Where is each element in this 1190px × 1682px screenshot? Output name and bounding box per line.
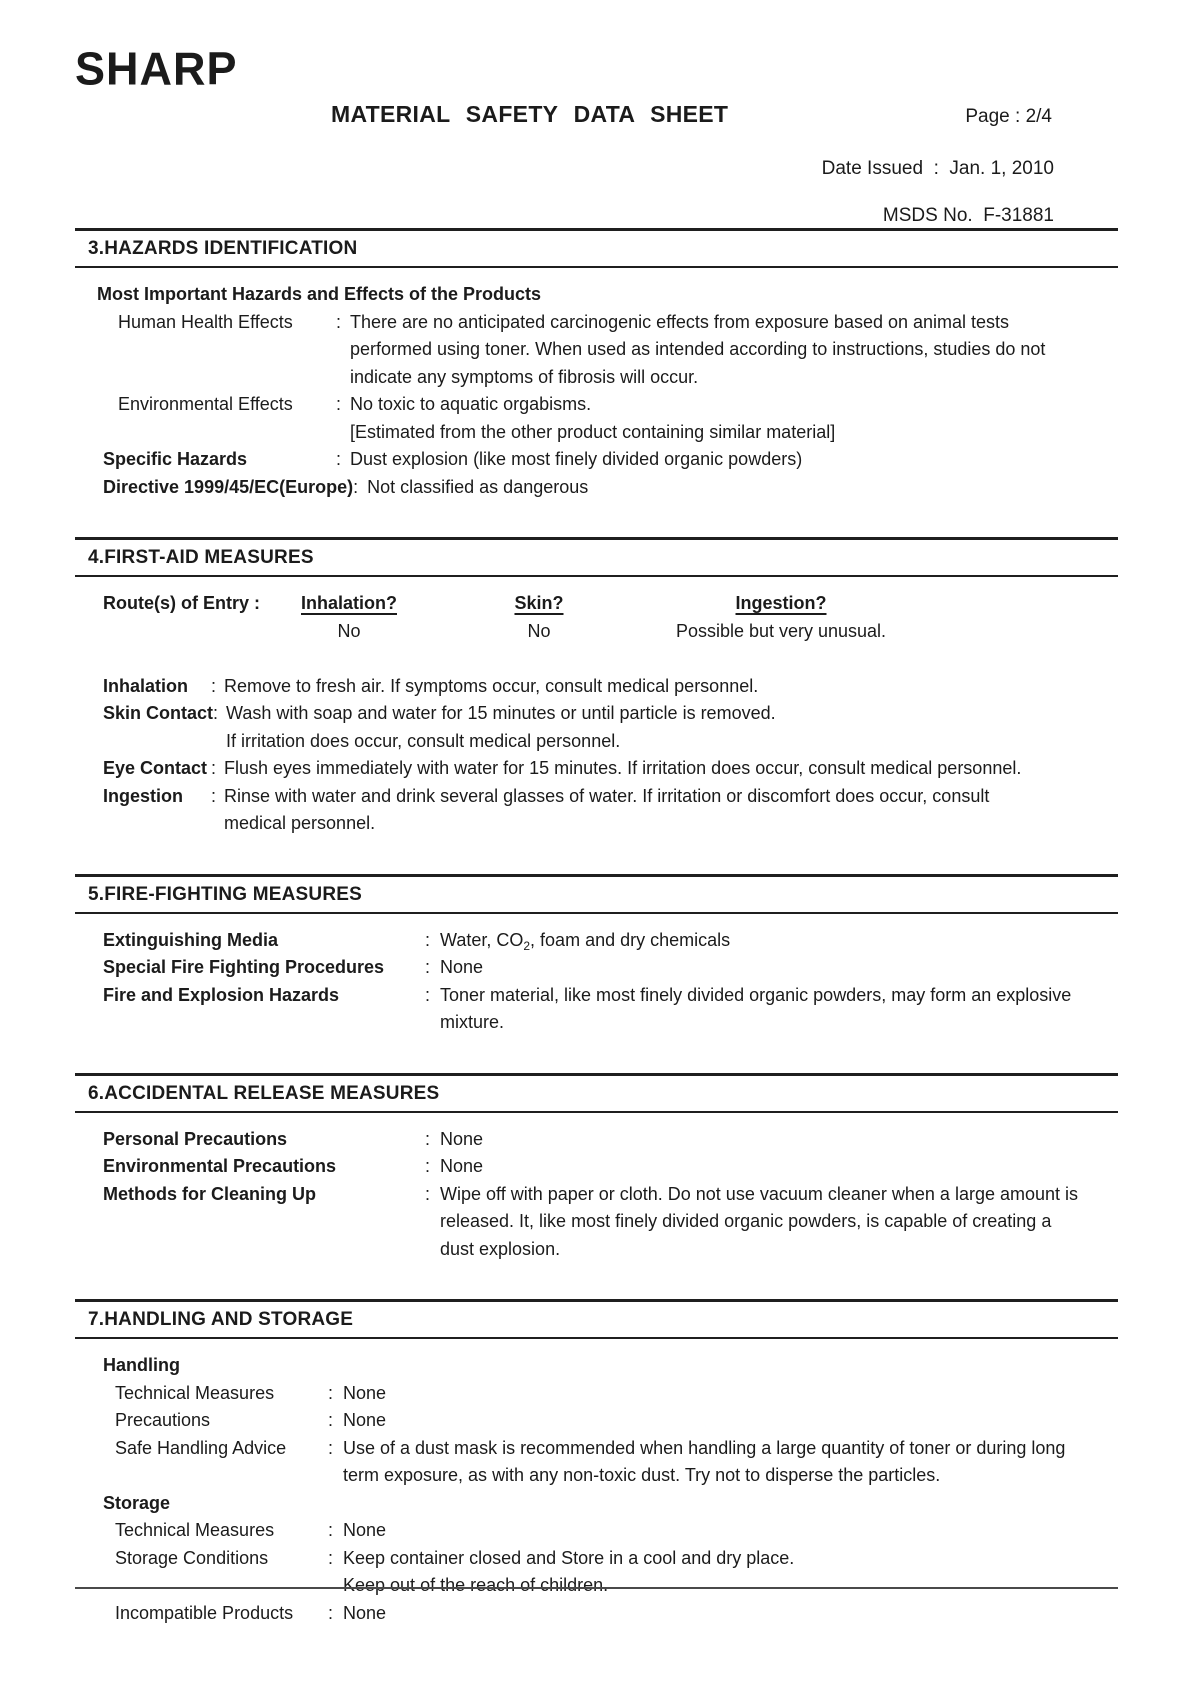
table-row xyxy=(75,783,1118,838)
row-label: Directive 1999/45/EC(Europe) xyxy=(103,476,354,497)
row-label: Precautions xyxy=(115,1410,211,1430)
row-value xyxy=(350,309,1045,392)
table-row xyxy=(75,1153,1118,1181)
section-accidental-release-measures xyxy=(75,1073,1118,1264)
section-first-aid-measures xyxy=(75,537,1118,838)
sharp-logo: SHARP xyxy=(75,42,238,95)
row-label: Special Fire Fighting Procedures xyxy=(103,957,385,977)
page-number: Page : 2/4 xyxy=(965,106,1052,127)
row-label: Technical Measures xyxy=(115,1382,275,1403)
value-line: term exposure, as with any non-toxic dust. Try not to disperse the particles. xyxy=(343,1465,941,1485)
header xyxy=(75,42,1118,228)
table-row xyxy=(75,391,1118,446)
route-head-skin: Skin? xyxy=(514,593,564,613)
value-line: medical personnel. xyxy=(224,813,376,833)
row-value xyxy=(440,1181,1078,1264)
colon: : xyxy=(425,1156,431,1176)
date-issued: Date Issued : Jan. 1, 2010 xyxy=(821,158,1054,179)
row-value xyxy=(343,1380,386,1408)
row-value xyxy=(343,1517,386,1545)
row-value xyxy=(440,927,730,955)
table-row xyxy=(75,1181,1118,1264)
value-line: indicate any symptoms of fibrosis will occur. xyxy=(350,366,699,387)
row-label: Safe Handling Advice xyxy=(115,1437,287,1458)
colon: : xyxy=(425,1128,431,1149)
colon: : xyxy=(328,1520,334,1540)
row-value xyxy=(440,982,1071,1037)
row-label: Skin Contact xyxy=(103,703,214,723)
row-label: Environmental Effects xyxy=(118,394,293,414)
row-value xyxy=(343,1435,1065,1490)
value-line xyxy=(440,927,730,955)
section-body xyxy=(75,914,1118,1037)
co2-subscript: 2 xyxy=(523,938,531,953)
row-label: Fire and Explosion Hazards xyxy=(103,984,340,1005)
section-body xyxy=(75,1339,1118,1627)
row-value xyxy=(440,1126,483,1154)
row-value xyxy=(343,1545,794,1600)
value-line: Rinse with water and drink several glasses of water. If irritation or discomfort does occur, consult xyxy=(224,785,990,806)
value-line: Flush eyes immediately with water for 15 minutes. If irritation does occur, consult medical personnel. xyxy=(224,758,1022,778)
value-line: Wipe off with paper or cloth. Do not use vacuum cleaner when a large amount is xyxy=(440,1183,1079,1204)
value-line: None xyxy=(343,1520,387,1540)
value-line: performed using toner. When used as intended according to instructions, studies do not xyxy=(350,339,1046,359)
msds-number: MSDS No. F-31881 xyxy=(882,205,1054,226)
value-line: None xyxy=(343,1410,387,1430)
value-line: No toxic to aquatic orgabisms. xyxy=(350,394,592,414)
route-head-inhalation: Inhalation? xyxy=(301,593,397,613)
row-label: Environmental Precautions xyxy=(103,1156,337,1176)
value-line: dust explosion. xyxy=(440,1238,561,1259)
value-line: None xyxy=(440,1156,484,1176)
row-label: Inhalation xyxy=(103,675,188,696)
table-row xyxy=(75,1407,1118,1435)
routes-label: Route(s) of Entry : xyxy=(103,593,260,613)
section-title: 6.ACCIDENTAL RELEASE MEASURES xyxy=(75,1073,1118,1113)
table-row xyxy=(75,700,1118,755)
colon: : xyxy=(336,449,342,469)
row-label: Human Health Effects xyxy=(118,311,293,332)
table-row xyxy=(75,982,1118,1037)
section-title: 5.FIRE-FIGHTING MEASURES xyxy=(75,874,1118,914)
row-value xyxy=(226,700,776,755)
row-value xyxy=(224,783,989,838)
colon: : xyxy=(328,1602,334,1623)
value-text: Water, CO xyxy=(440,929,524,950)
row-value xyxy=(350,391,835,446)
row-label: Specific Hazards xyxy=(103,449,248,469)
colon: : xyxy=(336,311,342,332)
colon: : xyxy=(211,675,217,696)
colon: : xyxy=(425,1183,431,1204)
row-label: Incompatible Products xyxy=(115,1602,294,1623)
table-row xyxy=(75,446,1118,474)
route-head-ingestion: Ingestion? xyxy=(735,593,827,613)
route-value-skin: No xyxy=(527,620,551,641)
row-label: Technical Measures xyxy=(115,1520,275,1540)
table-row xyxy=(75,673,1118,701)
colon: : xyxy=(425,984,431,1005)
value-line: Use of a dust mask is recommended when handling a large quantity of toner or during long xyxy=(343,1437,1066,1458)
section-title: 3.HAZARDS IDENTIFICATION xyxy=(75,228,1118,268)
row-value xyxy=(367,474,588,502)
value-line: [Estimated from the other product containing similar material] xyxy=(350,421,836,442)
value-line: None xyxy=(440,1128,484,1149)
value-text: , foam and dry chemicals xyxy=(530,929,731,950)
section-body xyxy=(75,1113,1118,1264)
table-row xyxy=(75,1126,1118,1154)
group-heading-handling: Handling xyxy=(103,1355,180,1375)
colon: : xyxy=(328,1547,334,1568)
value-line: Remove to fresh air. If symptoms occur, consult medical personnel. xyxy=(224,675,759,696)
route-value-inhalation: No xyxy=(337,620,361,641)
colon: : xyxy=(211,758,217,778)
section-body xyxy=(75,268,1118,501)
value-line: None xyxy=(343,1602,387,1623)
section-title: 4.FIRST-AID MEASURES xyxy=(75,537,1118,577)
row-label: Eye Contact xyxy=(103,758,208,778)
table-row xyxy=(75,755,1118,783)
table-row xyxy=(75,954,1118,982)
value-line: Not classified as dangerous xyxy=(367,476,589,497)
table-row xyxy=(75,927,1118,955)
table-row xyxy=(75,1380,1118,1408)
row-label: Methods for Cleaning Up xyxy=(103,1183,316,1204)
group-heading-storage: Storage xyxy=(103,1492,171,1513)
routes-of-entry-header-row xyxy=(75,590,1118,618)
route-value-ingestion: Possible but very unusual. xyxy=(675,620,887,641)
colon: : xyxy=(328,1410,334,1430)
subtitle: Most Important Hazards and Effects of the Products xyxy=(97,284,542,304)
colon: : xyxy=(425,957,431,977)
row-value xyxy=(343,1600,386,1628)
section-fire-fighting-measures xyxy=(75,874,1118,1037)
colon: : xyxy=(211,785,217,806)
row-label: Ingestion xyxy=(103,785,183,806)
section-body xyxy=(75,577,1118,838)
colon: : xyxy=(328,1437,334,1458)
colon: : xyxy=(353,476,359,497)
value-line: Toner material, like most finely divided organic powders, may form an explosive xyxy=(440,984,1072,1005)
table-row xyxy=(75,1545,1118,1600)
value-line: Keep out of the reach of children. xyxy=(343,1575,609,1595)
row-value xyxy=(224,755,1021,783)
row-value xyxy=(224,673,758,701)
table-row xyxy=(75,1517,1118,1545)
value-line: If irritation does occur, consult medical personnel. xyxy=(226,730,621,751)
value-line: There are no anticipated carcinogenic effects from exposure based on animal tests xyxy=(350,311,1010,332)
value-line: Dust explosion (like most finely divided organic powders) xyxy=(350,449,803,469)
row-value xyxy=(440,954,483,982)
page-bottom-rule xyxy=(75,1587,1118,1589)
row-value xyxy=(343,1407,386,1435)
row-label: Storage Conditions xyxy=(115,1547,269,1568)
colon: : xyxy=(328,1382,334,1403)
row-label: Personal Precautions xyxy=(103,1128,288,1149)
value-line: Wash with soap and water for 15 minutes or until particle is removed. xyxy=(226,703,776,723)
row-value xyxy=(440,1153,483,1181)
table-row xyxy=(75,1435,1118,1490)
table-row xyxy=(75,309,1118,392)
value-line: None xyxy=(343,1382,387,1403)
colon: : xyxy=(336,394,342,414)
value-line: None xyxy=(440,957,484,977)
section-handling-and-storage xyxy=(75,1299,1118,1627)
value-line: mixture. xyxy=(440,1012,505,1032)
colon: : xyxy=(425,929,431,950)
colon: : xyxy=(213,703,219,723)
value-line: released. It, like most finely divided organic powders, is capable of creating a xyxy=(440,1211,1052,1231)
spacer xyxy=(75,645,1118,673)
row-value xyxy=(350,446,802,474)
routes-of-entry-value-row xyxy=(75,618,1118,646)
section-hazards-identification xyxy=(75,228,1118,501)
table-row xyxy=(75,474,1118,502)
row-label: Extinguishing Media xyxy=(103,929,279,950)
section-title: 7.HANDLING AND STORAGE xyxy=(75,1299,1118,1339)
table-row xyxy=(75,1600,1118,1628)
doc-title: MATERIAL SAFETY DATA SHEET xyxy=(331,101,729,127)
value-line: Keep container closed and Store in a cool and dry place. xyxy=(343,1547,795,1568)
